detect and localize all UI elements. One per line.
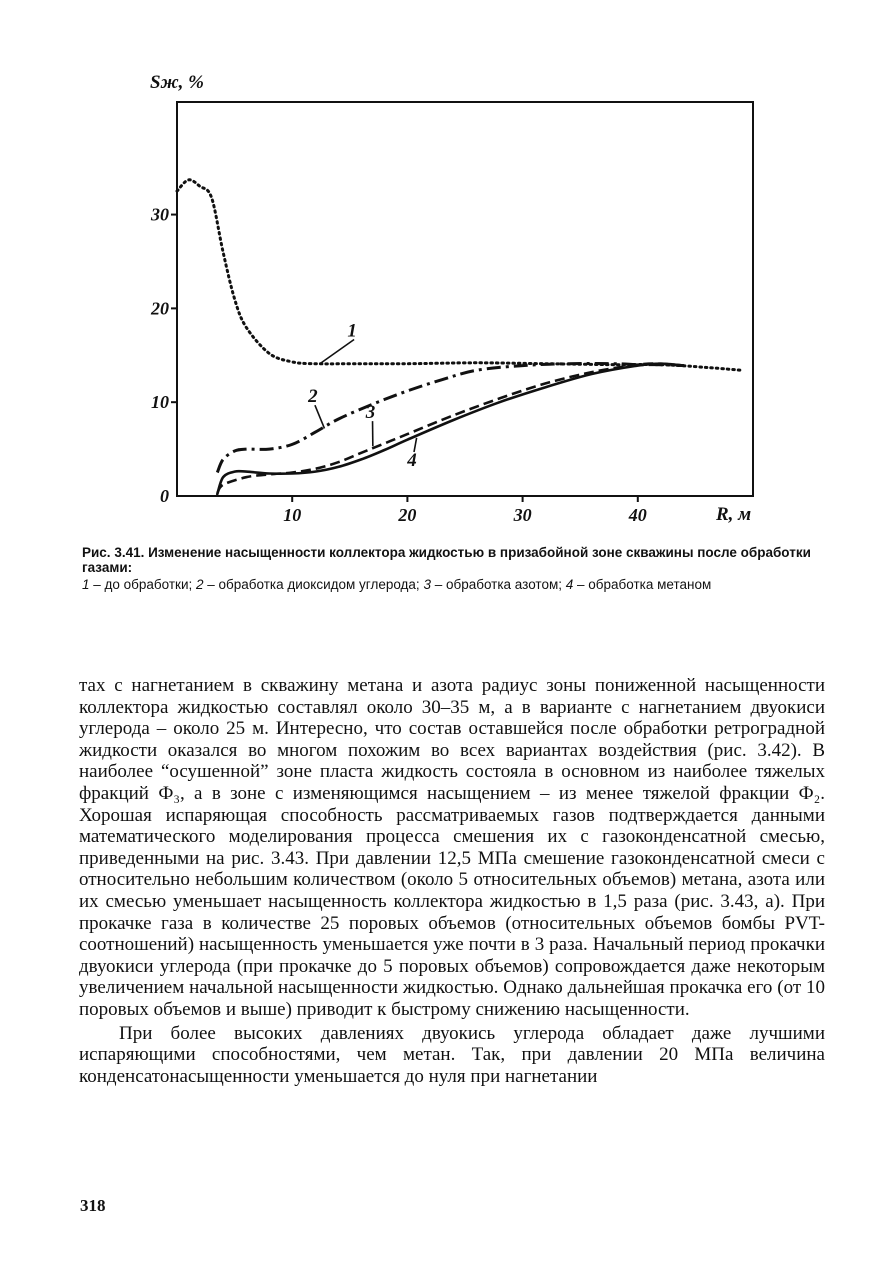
legend-text-1: – до обработки; (89, 577, 196, 592)
x-tick-label: 40 (628, 505, 647, 525)
figure-chart (0, 0, 896, 530)
series-line-4 (217, 364, 684, 494)
page-number: 318 (80, 1196, 106, 1215)
caption-title: Рис. 3.41. Изменение насыщенности коллектора жидкостью в призабойной зоне скважины после обработки газами: (82, 545, 811, 575)
y-tick-label: 20 (151, 298, 169, 319)
series-line-1 (177, 180, 742, 370)
body-paragraph-1: тах с нагнетанием в скважину метана и азота радиус зоны пониженной насыщенности коллектора жидкостью составлял около 30–35 м, а в варианте с нагнетанием двуокиси углерода – около 25 м. Интересно, что состав оставшейся после обработки ретроградной жидкости оказался во многом похожим во всех вариантах воздействия (рис. 3.42). В наиболее “осушенной” зоне пласта жидкость состояла в основном из наиболее тяжелых фракций Ф₃, а в зоне с изменяющимся насыщением – из менее тяжелой фракции Ф₂. Хорошая испаряющая способность рассматриваемых газов подтверждается данными математического моделирования процесса смешения их с газоконденсатной смесью, приведенными на рис. 3.43. При давлении 12,5 МПа смешение газоконденсатной смеси с относительно небольшим количеством (около 5 относительных объемов) метана, азота или их смесью уменьшает насыщенность коллектора жидкостью в 1,5 раза (рис. 3.43, а). При прокачке газа в количестве 25 поровых объемов (относительных объемов бомбы PVT-соотношений) насыщенность уменьшается уже почти в 3 раза. Начальный период прокачки двуокиси углерода (при прокачке до 5 поровых объемов) сопровождается даже некоторым увеличением начальной насыщенности жидкостью. Однако дальнейшая прокачка его (от 10 поровых объемов и выше) приводит к быстрому снижению насыщенности. (79, 675, 825, 1020)
body-paragraph-2: При более высоких давлениях двуокись углерода обладает даже лучшими испаряющими способностями, чем метан. Так, при давлении 20 МПа величина конденсатонасыщенности уменьшается до нуля при нагнетании (79, 1022, 825, 1087)
curve-label-1: 1 (347, 320, 357, 342)
x-axis-label: R, м (716, 504, 752, 525)
x-axis-ticks (283, 496, 647, 525)
curve-label-leader (315, 405, 325, 428)
y-tick-label: 0 (160, 486, 169, 506)
curve-label-2: 2 (308, 386, 318, 408)
legend-text-2: – обработка диоксидом углерода; (203, 577, 424, 592)
curve-label-4: 4 (407, 449, 417, 471)
curve-label-layer (307, 321, 417, 471)
curve-label-3: 3 (365, 402, 376, 424)
body-text (79, 675, 825, 1087)
legend-num-3: 3 (423, 577, 431, 592)
y-tick-label: 30 (151, 204, 169, 225)
series-layer (177, 180, 742, 494)
figure-caption (82, 545, 824, 592)
legend-text-3: – обработка азотом; (430, 577, 566, 592)
y-axis-label: Sж, % (150, 72, 204, 93)
series-line-2 (217, 364, 684, 473)
y-axis-ticks (150, 205, 177, 506)
x-tick-label: 30 (513, 505, 532, 525)
x-tick-label: 20 (398, 505, 417, 525)
curve-label-leader (320, 340, 354, 364)
y-tick-label: 10 (151, 392, 169, 413)
plot-frame (177, 102, 753, 496)
legend-num-4: 4 (565, 577, 574, 592)
legend-text-4: – обработка метаном (573, 577, 712, 592)
legend-num-1: 1 (82, 577, 90, 592)
caption-legend (82, 577, 824, 592)
x-tick-label: 10 (283, 505, 302, 525)
legend-num-2: 2 (196, 577, 204, 592)
